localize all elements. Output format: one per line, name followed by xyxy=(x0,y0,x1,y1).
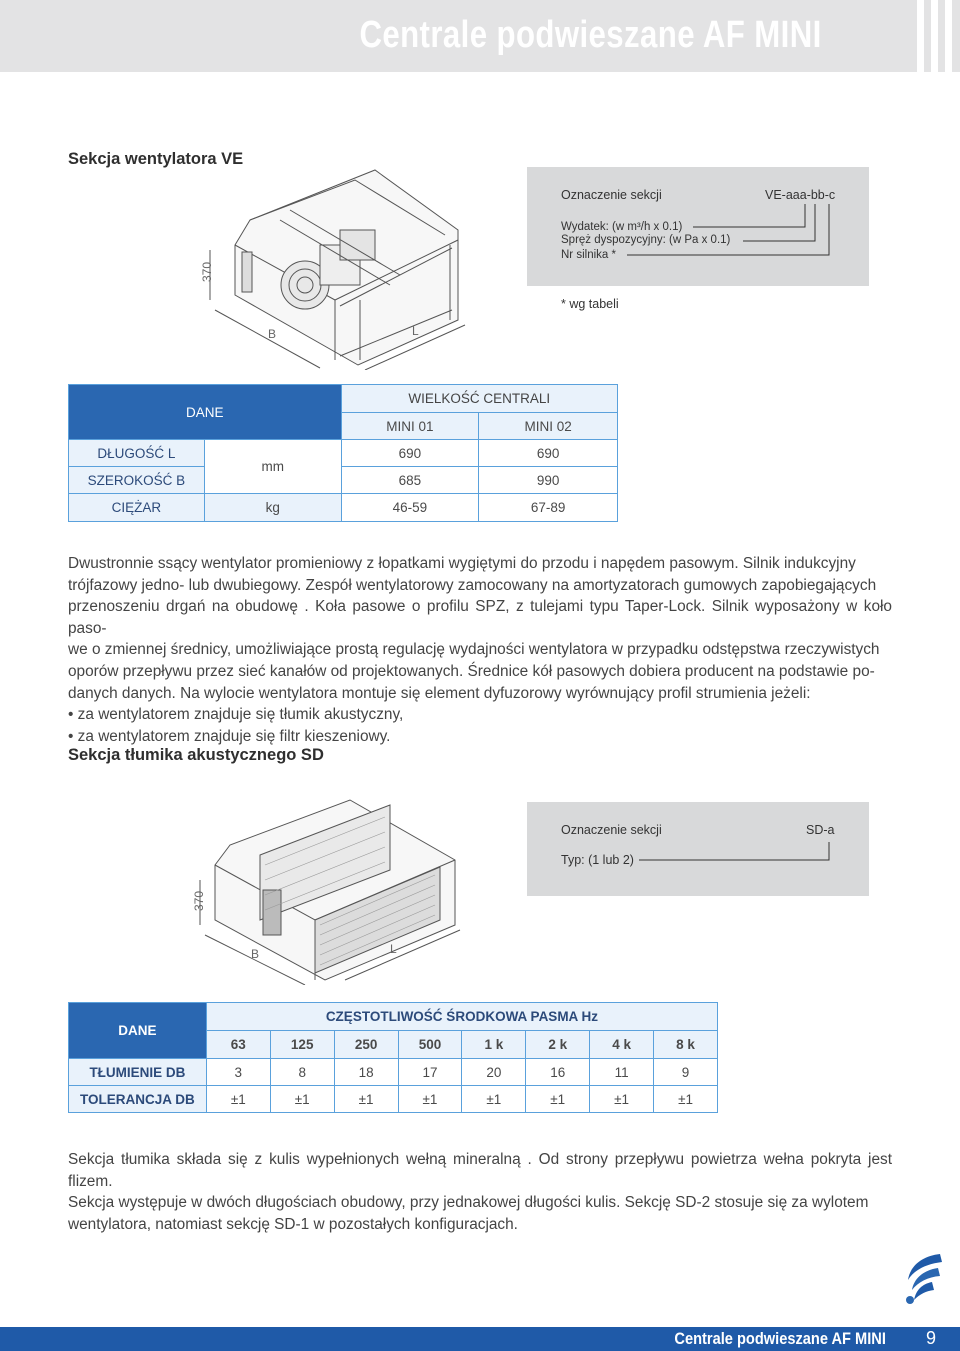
sd-text-line: wentylatora, natomiast sekcję SD-1 w pozostałych konfiguracjach. xyxy=(68,1215,518,1233)
page-number: 9 xyxy=(925,1328,936,1348)
sd-cell: 3 xyxy=(206,1059,270,1086)
sd-cell: ±1 xyxy=(206,1086,270,1113)
ve-table-row-label: CIĘŻAR xyxy=(69,494,205,522)
sd-freq-cell: 4 k xyxy=(590,1031,654,1059)
ve-code-value: VE-aaa-bb-c xyxy=(765,188,836,202)
ve-table-unit-kg: kg xyxy=(204,494,341,522)
sd-cell: ±1 xyxy=(334,1086,398,1113)
sd-text-line: Sekcja tłumika składa się z kulis wypełnionych wełną mineralną . Od strony przepływu powietrza wełna pokryta jest flizem. xyxy=(68,1151,892,1190)
sd-row-label: TŁUMIENIE DB xyxy=(69,1059,207,1086)
sd-attenuation-row xyxy=(69,1059,718,1086)
ve-text-line: we o zmiennej średnicy, umożliwiające prostą regulację wydajności wentylatora w przypadku odstępstwa rzeczywistych xyxy=(68,641,880,659)
ve-table-cell: 690 xyxy=(341,440,479,467)
ve-table-cell: 46-59 xyxy=(341,494,479,522)
sd-freq-cell: 125 xyxy=(270,1031,334,1059)
sd-freq-cell: 8 k xyxy=(654,1031,718,1059)
ve-table-header-data: DANE xyxy=(69,385,342,440)
section-sd-title: Sekcja tłumika akustycznego SD xyxy=(68,746,324,764)
sd-cell: 18 xyxy=(334,1059,398,1086)
section-ve-title: Sekcja wentylatora VE xyxy=(68,150,244,168)
ve-text-line: oporów przepływu przez sieć kanałów od projektowanych. Średnice kół pasowych dobiera producent na podstawie po- xyxy=(68,662,875,680)
ve-text-line: przenoszeniu drgań na obudowę . Koła pasowe o profilu SPZ, z tulejami typu Taper-Lock. Silnik wyposażony w koło paso- xyxy=(68,598,892,637)
ve-code-line1: Wydatek: (w m³/h x 0.1) xyxy=(561,221,683,233)
silencer-section-drawing xyxy=(185,795,470,985)
ve-code-line3: Nr silnika * xyxy=(561,249,616,261)
sd-table-header-freq: CZĘSTOTLIWOŚĆ ŚRODKOWA PASMA Hz xyxy=(206,1003,717,1031)
ve-code-label: Oznaczenie sekcji xyxy=(561,188,662,202)
sd-text-line: Sekcja występuje w dwóch długościach obudowy, przy jednakowej długości kulis. Sekcję SD-2 stosuje się za wylotem xyxy=(68,1194,869,1212)
sd-cell: ±1 xyxy=(526,1086,590,1113)
sd-drawing-length-label: L xyxy=(390,942,397,956)
company-logo xyxy=(900,1250,950,1306)
sd-cell: 8 xyxy=(270,1059,334,1086)
ve-code-box xyxy=(527,167,869,286)
sd-code-value: SD-a xyxy=(806,823,835,837)
page-footer xyxy=(0,1327,960,1351)
ve-table-row-label: DŁUGOŚĆ L xyxy=(69,440,205,467)
sd-code-label: Oznaczenie sekcji xyxy=(561,823,662,837)
ve-table-col-mini01: MINI 01 xyxy=(341,413,479,440)
ve-description xyxy=(68,553,892,747)
header-title: Centrale podwieszane AF MINI xyxy=(359,14,822,56)
drawing-height-label: 370 xyxy=(200,261,214,282)
sd-cell: 16 xyxy=(526,1059,590,1086)
ve-code-connectors xyxy=(527,167,869,286)
sd-cell: ±1 xyxy=(654,1086,718,1113)
ve-text-line: trójfazowy jedno- lub dwubiegowy. Zespół wentylatorowy zamocowany na amortyzatorach gumowych zapobiegających xyxy=(68,576,877,594)
sd-tolerance-row xyxy=(69,1086,718,1113)
sd-cell: 9 xyxy=(654,1059,718,1086)
sd-drawing-height-label: 370 xyxy=(192,890,206,911)
ve-size-table xyxy=(68,384,618,522)
sd-code-connector xyxy=(527,802,869,896)
sd-cell: 17 xyxy=(398,1059,462,1086)
ve-table-cell: 67-89 xyxy=(479,494,618,522)
sd-freq-cell: 500 xyxy=(398,1031,462,1059)
ve-table-unit-mm: mm xyxy=(204,440,341,494)
ve-table-row-label: SZEROKOŚĆ B xyxy=(69,467,205,494)
ve-code-line2: Spręż dyspozycyjny: (w Pa x 0.1) xyxy=(561,234,731,246)
sd-attenuation-table xyxy=(68,1002,718,1113)
ve-bullet: • za wentylatorem znajduje się filtr kieszeniowy. xyxy=(68,727,391,745)
sd-freq-cell: 1 k xyxy=(462,1031,526,1059)
drawing-width-label: B xyxy=(268,327,277,341)
sd-freq-cell: 2 k xyxy=(526,1031,590,1059)
sd-description xyxy=(68,1149,892,1235)
ve-note: * wg tabeli xyxy=(561,297,619,311)
sd-cell: 11 xyxy=(590,1059,654,1086)
ve-table-col-mini02: MINI 02 xyxy=(479,413,618,440)
sd-cell: ±1 xyxy=(590,1086,654,1113)
sd-cell: ±1 xyxy=(398,1086,462,1113)
sd-drawing-width-label: B xyxy=(251,947,260,961)
ve-table-header-size: WIELKOŚĆ CENTRALI xyxy=(341,385,617,413)
ve-text-line: danych danych. Na wylocie wentylatora montuje się element dyfuzorowy wyrównujący profil strumienia jeżeli: xyxy=(68,684,811,702)
sd-code-box xyxy=(527,802,869,896)
sd-table-header-data: DANE xyxy=(69,1003,207,1059)
page-header xyxy=(0,0,960,72)
sd-freq-cell: 63 xyxy=(206,1031,270,1059)
ve-bullet: • za wentylatorem znajduje się tłumik akustyczny, xyxy=(68,706,404,724)
ve-table-cell: 685 xyxy=(341,467,479,494)
footer-title: Centrale podwieszane AF MINI xyxy=(674,1329,886,1348)
ve-text-line: Dwustronnie ssący wentylator promieniowy z łopatkami wygiętymi do przodu i napędem pasowym. Silnik indukcyjny xyxy=(68,555,856,572)
fan-section-drawing xyxy=(190,160,480,370)
sd-cell: ±1 xyxy=(462,1086,526,1113)
ve-table-cell: 990 xyxy=(479,467,618,494)
sd-freq-cell: 250 xyxy=(334,1031,398,1059)
sd-cell: 20 xyxy=(462,1059,526,1086)
ve-table-cell: 690 xyxy=(479,440,618,467)
sd-cell: ±1 xyxy=(270,1086,334,1113)
sd-row-label: TOLERANCJA DB xyxy=(69,1086,207,1113)
sd-code-line1: Typ: (1 lub 2) xyxy=(561,853,634,867)
drawing-length-label: L xyxy=(412,324,419,338)
header-stripes xyxy=(912,0,960,72)
